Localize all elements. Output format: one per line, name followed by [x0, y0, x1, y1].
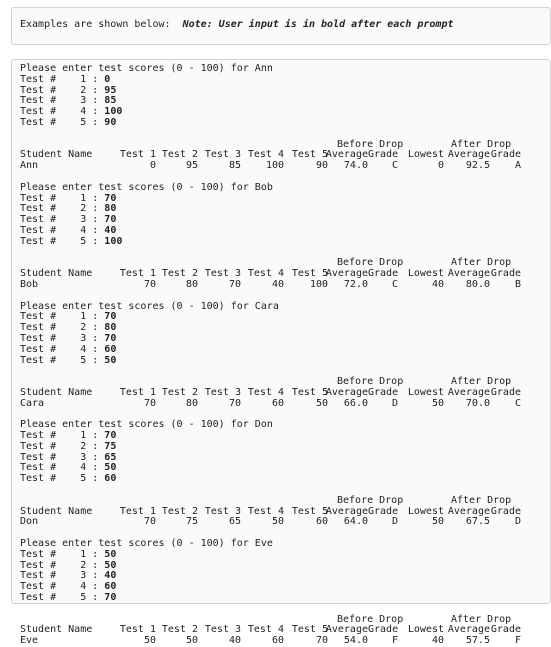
col-header-t5: Test 5 [291, 386, 328, 398]
input-label: Test # 1 : [20, 311, 99, 323]
prompt-line: Please enter test scores (0 - 100) for Ann [20, 63, 273, 74]
input-label: Test # 1 : [20, 548, 99, 560]
cell-t3: 70 [228, 397, 241, 409]
input-line [20, 453, 550, 464]
col-header-grade2: Grade [490, 386, 521, 398]
cell-lowest: 0 [437, 160, 444, 172]
cell-t5: 50 [315, 397, 328, 409]
input-line [20, 431, 550, 442]
col-header-avg2: Average [447, 505, 490, 517]
input-line [20, 204, 550, 215]
input-value: 70 [104, 192, 117, 204]
cell-lowest: 40 [431, 635, 444, 647]
input-label: Test # 4 : [20, 224, 99, 236]
col-header-name: Student Name [20, 505, 93, 517]
cell-t1: 50 [143, 635, 156, 647]
cell-name: Ann [20, 160, 39, 172]
col-header-grade: Grade [368, 624, 399, 636]
input-value: 70 [104, 332, 117, 344]
input-line [20, 345, 550, 356]
col-header-avg: Average [325, 149, 368, 161]
col-header-t1: Test 1 [119, 268, 156, 280]
cell-t5: 100 [309, 278, 328, 290]
cell-t5: 70 [315, 635, 328, 647]
spacer [20, 129, 550, 140]
cell-t3: 65 [228, 516, 241, 528]
cell-grade2: F [514, 635, 521, 647]
cell-t3: 40 [228, 635, 241, 647]
after-drop-header: After Drop [451, 376, 512, 388]
student-block [20, 410, 550, 529]
col-header-t5: Test 5 [291, 624, 328, 636]
cell-avg: 54.0 [343, 635, 368, 647]
col-header-name: Student Name [20, 386, 93, 398]
col-header-t3: Test 3 [204, 149, 241, 161]
cell-t4: 40 [271, 278, 284, 290]
prompt-line: Please enter test scores (0 - 100) for Eve [20, 538, 273, 550]
cell-t1: 0 [149, 160, 156, 172]
col-header-grade: Grade [368, 149, 399, 161]
cell-grade: D [391, 516, 398, 528]
input-line [20, 463, 550, 474]
cell-t1: 70 [143, 278, 156, 290]
col-header-t4: Test 4 [247, 624, 284, 636]
col-header-lowest: Lowest [407, 505, 444, 517]
col-header-t1: Test 1 [119, 624, 156, 636]
cell-grade: D [391, 397, 398, 409]
student-block [20, 172, 550, 291]
console-output [11, 59, 551, 647]
col-header-t3: Test 3 [204, 268, 241, 280]
cell-t2: 80 [185, 397, 198, 409]
col-header-grade: Grade [368, 268, 399, 280]
input-value: 70 [104, 311, 117, 323]
prompt-line: Please enter test scores (0 - 100) for Bob [20, 181, 273, 193]
cell-t4: 50 [271, 516, 284, 528]
cell-grade: C [391, 278, 398, 290]
col-header-t2: Test 2 [161, 386, 198, 398]
input-label: Test # 3 : [20, 451, 99, 463]
input-line [20, 312, 550, 323]
input-label: Test # 1 : [20, 430, 99, 442]
cell-t2: 50 [185, 635, 198, 647]
col-header-t3: Test 3 [204, 386, 241, 398]
student-blocks [20, 64, 550, 647]
input-line [20, 334, 550, 345]
col-header-t4: Test 4 [247, 505, 284, 517]
cell-avg: 74.0 [343, 160, 368, 172]
input-value: 60 [104, 581, 117, 593]
input-value: 100 [104, 106, 123, 118]
before-drop-header: Before Drop [337, 376, 404, 388]
col-header-t2: Test 2 [161, 268, 198, 280]
input-value: 40 [104, 570, 117, 582]
cell-lowest: 50 [431, 516, 444, 528]
student-block [20, 64, 550, 172]
input-line [20, 107, 550, 118]
col-header-t4: Test 4 [247, 386, 284, 398]
col-header-t5: Test 5 [291, 149, 328, 161]
input-line [20, 593, 550, 604]
input-line [20, 442, 550, 453]
col-header-name: Student Name [20, 624, 93, 636]
col-header-avg: Average [325, 386, 368, 398]
intro-note: Note: User input is in bold after each prompt [182, 19, 454, 30]
input-label: Test # 2 : [20, 84, 99, 96]
col-header-t1: Test 1 [119, 149, 156, 161]
after-drop-header: After Drop [451, 138, 512, 150]
input-value: 65 [104, 451, 117, 463]
cell-lowest: 50 [431, 397, 444, 409]
col-header-t2: Test 2 [161, 149, 198, 161]
input-line [20, 75, 550, 86]
input-line [20, 226, 550, 237]
input-line [20, 474, 550, 485]
input-label: Test # 3 : [20, 332, 99, 344]
col-header-grade2: Grade [490, 505, 521, 517]
input-value: 80 [104, 322, 117, 334]
cell-t5: 60 [315, 516, 328, 528]
cell-t2: 95 [185, 160, 198, 172]
col-header-avg2: Average [447, 624, 490, 636]
cell-t4: 100 [265, 160, 284, 172]
input-label: Test # 5 : [20, 354, 99, 366]
cell-avg: 64.0 [343, 516, 368, 528]
cell-avg2: 67.5 [465, 516, 490, 528]
col-header-t5: Test 5 [291, 505, 328, 517]
intro-box [11, 7, 551, 45]
col-header-t4: Test 4 [247, 268, 284, 280]
before-drop-header: Before Drop [337, 138, 404, 150]
input-label: Test # 1 : [20, 73, 99, 85]
input-label: Test # 4 : [20, 462, 99, 474]
input-label: Test # 3 : [20, 95, 99, 107]
table-row [20, 636, 550, 647]
input-line [20, 194, 550, 205]
student-block [20, 528, 550, 647]
input-value: 75 [104, 440, 117, 452]
col-header-grade: Grade [368, 386, 399, 398]
input-value: 50 [104, 462, 117, 474]
cell-t1: 70 [143, 516, 156, 528]
input-line [20, 561, 550, 572]
cell-grade: C [391, 160, 398, 172]
cell-avg2: 92.5 [465, 160, 490, 172]
after-drop-header: After Drop [451, 257, 512, 269]
cell-t4: 60 [271, 397, 284, 409]
table-row [20, 399, 550, 410]
intro-text: Examples are shown below: [20, 19, 171, 30]
cell-grade2: C [514, 397, 521, 409]
cell-grade2: B [514, 278, 521, 290]
cell-t2: 80 [185, 278, 198, 290]
input-value: 80 [104, 203, 117, 215]
col-header-grade2: Grade [490, 268, 521, 280]
cell-name: Bob [20, 278, 39, 290]
input-line [20, 550, 550, 561]
col-header-lowest: Lowest [407, 624, 444, 636]
col-header-avg2: Average [447, 149, 490, 161]
col-header-t2: Test 2 [161, 505, 198, 517]
input-label: Test # 3 : [20, 214, 99, 226]
after-drop-header: After Drop [451, 494, 512, 506]
input-value: 0 [104, 73, 111, 85]
col-header-t3: Test 3 [204, 505, 241, 517]
input-label: Test # 5 : [20, 116, 99, 128]
input-label: Test # 2 : [20, 559, 99, 571]
col-header-grade: Grade [368, 505, 399, 517]
input-label: Test # 5 : [20, 592, 99, 604]
input-value: 95 [104, 84, 117, 96]
col-header-avg: Average [325, 505, 368, 517]
cell-t4: 60 [271, 635, 284, 647]
cell-name: Cara [20, 397, 45, 409]
prompt-line: Please enter test scores (0 - 100) for Cara [20, 300, 279, 312]
input-value: 60 [104, 473, 117, 485]
col-header-t5: Test 5 [291, 268, 328, 280]
input-line [20, 323, 550, 334]
col-header-t1: Test 1 [119, 505, 156, 517]
before-drop-header: Before Drop [337, 257, 404, 269]
input-label: Test # 4 : [20, 581, 99, 593]
student-block [20, 291, 550, 410]
input-value: 70 [104, 592, 117, 604]
cell-t2: 75 [185, 516, 198, 528]
col-header-avg: Average [325, 268, 368, 280]
input-line [20, 571, 550, 582]
input-value: 70 [104, 430, 117, 442]
input-value: 60 [104, 343, 117, 355]
col-header-avg2: Average [447, 386, 490, 398]
input-line [20, 118, 550, 129]
cell-name: Don [20, 516, 39, 528]
input-line [20, 96, 550, 107]
col-header-avg: Average [325, 624, 368, 636]
input-value: 85 [104, 95, 117, 107]
before-drop-header: Before Drop [337, 494, 404, 506]
cell-avg: 66.0 [343, 397, 368, 409]
after-drop-header: After Drop [451, 613, 512, 625]
col-header-lowest: Lowest [407, 268, 444, 280]
input-line [20, 582, 550, 593]
cell-grade2: D [514, 516, 521, 528]
cell-avg: 72.0 [343, 278, 368, 290]
input-label: Test # 2 : [20, 440, 99, 452]
col-header-t1: Test 1 [119, 386, 156, 398]
spacer [20, 291, 550, 302]
input-label: Test # 4 : [20, 106, 99, 118]
col-header-t4: Test 4 [247, 149, 284, 161]
cell-grade2: A [514, 160, 521, 172]
cell-avg2: 57.5 [465, 635, 490, 647]
input-label: Test # 5 : [20, 473, 99, 485]
input-label: Test # 2 : [20, 203, 99, 215]
input-value: 90 [104, 116, 117, 128]
input-line [20, 237, 550, 248]
cell-avg2: 70.0 [465, 397, 490, 409]
input-label: Test # 4 : [20, 343, 99, 355]
before-drop-header: Before Drop [337, 613, 404, 625]
col-header-avg2: Average [447, 268, 490, 280]
col-header-name: Student Name [20, 268, 93, 280]
col-header-grade2: Grade [490, 149, 521, 161]
cell-t5: 90 [315, 160, 328, 172]
cell-t3: 70 [228, 278, 241, 290]
input-label: Test # 2 : [20, 322, 99, 334]
col-header-name: Student Name [20, 149, 93, 161]
input-label: Test # 1 : [20, 192, 99, 204]
input-line [20, 215, 550, 226]
cell-name: Eve [20, 635, 39, 647]
col-header-lowest: Lowest [407, 149, 444, 161]
input-line [20, 356, 550, 367]
col-header-t3: Test 3 [204, 624, 241, 636]
input-value: 100 [104, 235, 123, 247]
input-value: 40 [104, 224, 117, 236]
table-row [20, 280, 550, 291]
input-line [20, 86, 550, 97]
col-header-grade2: Grade [490, 624, 521, 636]
input-label: Test # 5 : [20, 235, 99, 247]
cell-avg2: 80.0 [465, 278, 490, 290]
prompt-line: Please enter test scores (0 - 100) for Don [20, 419, 273, 431]
cell-lowest: 40 [431, 278, 444, 290]
table-row [20, 517, 550, 528]
col-header-lowest: Lowest [407, 386, 444, 398]
cell-t1: 70 [143, 397, 156, 409]
cell-grade: F [391, 635, 398, 647]
input-value: 50 [104, 548, 117, 560]
col-header-t2: Test 2 [161, 624, 198, 636]
input-value: 50 [104, 354, 117, 366]
table-row [20, 161, 550, 172]
input-value: 50 [104, 559, 117, 571]
input-value: 70 [104, 214, 117, 226]
cell-t3: 85 [228, 160, 241, 172]
input-label: Test # 3 : [20, 570, 99, 582]
